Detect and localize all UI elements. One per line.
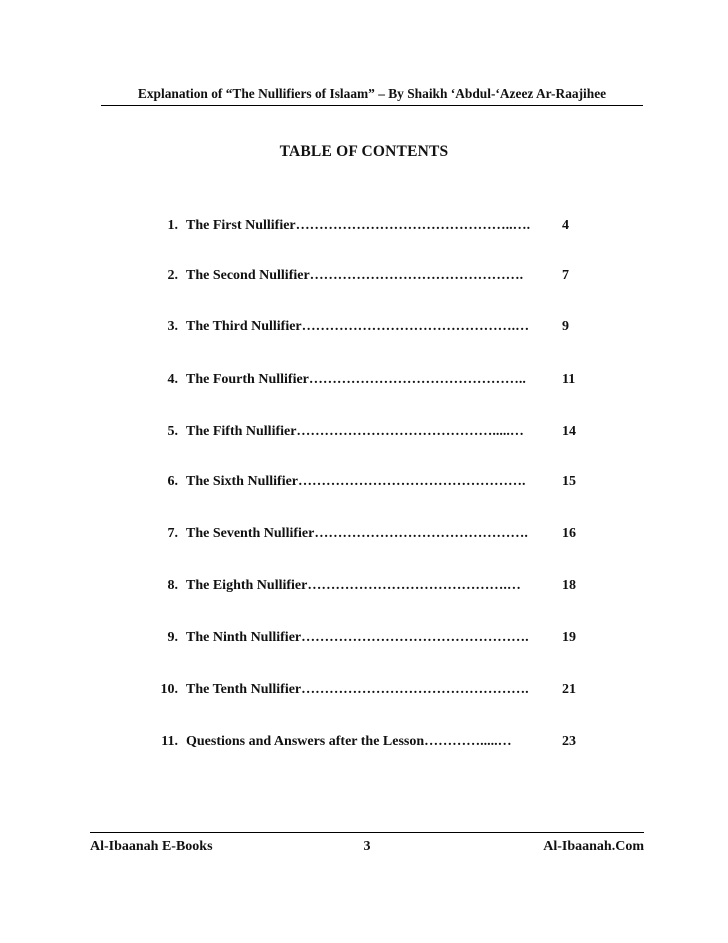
toc-entry-3[interactable]: [140, 315, 590, 339]
toc-entry-number: 9.: [167, 630, 178, 645]
toc-entry-number: 1.: [167, 218, 178, 233]
toc-entry-page: 21: [562, 682, 576, 697]
toc-entry-9[interactable]: [140, 626, 590, 650]
toc-entry-label: The Third Nullifier……………………………………….…: [186, 319, 530, 334]
toc-entry-page: 15: [562, 474, 576, 489]
toc-entry-label: The Tenth Nullifier………………………………………….: [186, 682, 529, 697]
toc-entry-page: 4: [562, 218, 569, 233]
toc-entry-page: 9: [562, 319, 569, 334]
toc-entry-number: 4.: [167, 372, 178, 387]
toc-entry-label: The Sixth Nullifier………………………………………….: [186, 474, 526, 489]
toc-entry-page: 18: [562, 578, 576, 593]
toc-entry-6[interactable]: [140, 470, 590, 494]
toc-entry-number: 6.: [167, 474, 178, 489]
toc-entry-label: The Fourth Nullifier………………………………………..: [186, 372, 526, 387]
footer-publisher: Al-Ibaanah E-Books: [90, 839, 213, 854]
toc-entry-label: The Fifth Nullifier…………………………………….....…: [186, 424, 524, 439]
toc-entry-page: 14: [562, 424, 576, 439]
toc-entry-5[interactable]: [140, 420, 590, 444]
toc-entry-page: 11: [562, 372, 576, 387]
toc-entry-number: 5.: [167, 424, 178, 439]
toc-entry-label: The Eighth Nullifier…………………………………….…: [186, 578, 521, 593]
toc-entry-4[interactable]: [140, 368, 590, 392]
toc-entry-label: The Seventh Nullifier……………………………………….: [186, 526, 528, 541]
toc-entry-number: 10.: [160, 682, 178, 697]
toc-entry-2[interactable]: [140, 264, 590, 288]
footer-website: Al-Ibaanah.Com: [543, 839, 644, 854]
toc-entry-label: The First Nullifier………………………………………..….: [186, 218, 531, 233]
toc-entry-8[interactable]: [140, 574, 590, 598]
toc-entry-label: The Second Nullifier……………………………………….: [186, 268, 524, 283]
running-footer: [90, 832, 644, 861]
toc-entry-page: 7: [562, 268, 569, 283]
running-header: Explanation of “The Nullifiers of Islaam” – By Shaikh ‘Abdul-‘Azeez Ar-Raajihee: [101, 83, 643, 106]
toc-entry-7[interactable]: [140, 522, 590, 546]
footer-page-number: 3: [363, 839, 371, 854]
toc-entry-10[interactable]: [140, 678, 590, 702]
toc-entry-page: 23: [562, 734, 576, 749]
toc-entry-11[interactable]: [140, 730, 590, 754]
toc-entry-page: 19: [562, 630, 576, 645]
toc-entry-page: 16: [562, 526, 576, 541]
toc-entry-number: 7.: [167, 526, 178, 541]
toc-entry-1[interactable]: [140, 214, 590, 238]
toc-entry-label: The Ninth Nullifier………………………………………….: [186, 630, 529, 645]
toc-entry-number: 11.: [161, 734, 178, 749]
toc-entry-label: Questions and Answers after the Lesson………….....…: [186, 734, 512, 749]
toc-entry-number: 3.: [167, 319, 178, 334]
toc-title: TABLE OF CONTENTS: [279, 143, 449, 160]
toc-entry-number: 8.: [167, 578, 178, 593]
toc-entry-number: 2.: [167, 268, 178, 283]
